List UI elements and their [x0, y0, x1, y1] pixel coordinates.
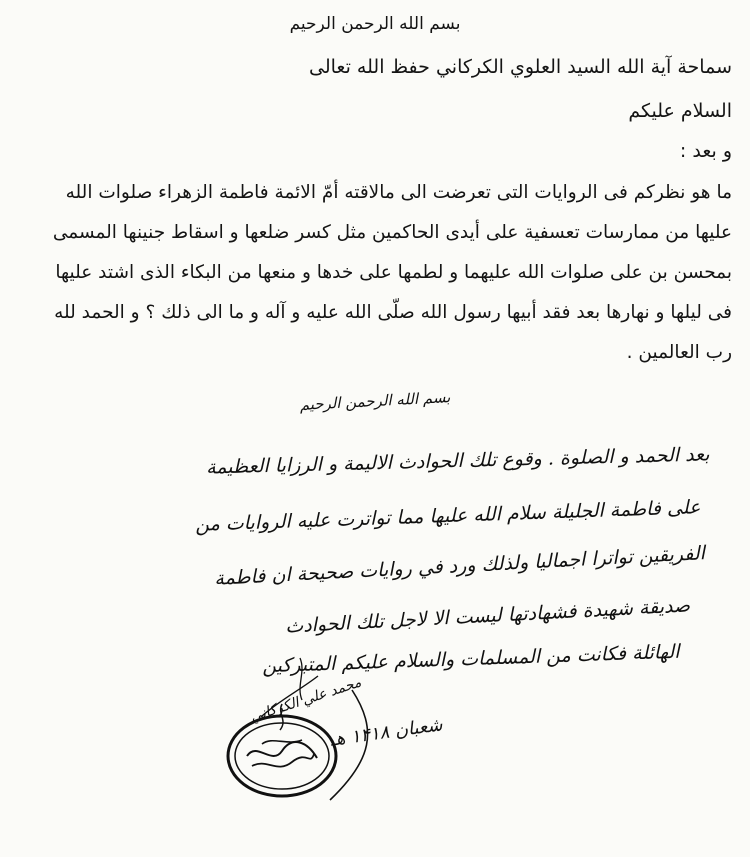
addressee-line: سماحة آية الله السيد العلوي الكركاني حفظ الله تعالى	[309, 56, 732, 78]
handwritten-basmala: بسم الله الرحمن الرحيم	[299, 388, 451, 414]
answer-line-1: بعد الحمد و الصلوة . وقوع تلك الحوادث الاليمة و الرزايا العظيمة	[206, 443, 711, 479]
question-line-4: فى ليلها و نهارها بعد فقد أبيها رسول الله صلّى الله عليه و آله و ما الى ذلك ؟ و الحمد لله	[54, 302, 732, 323]
question-line-1: ما هو نظركم فى الروايات التى تعرضت الى مالاقته أمّ الائمة فاطمة الزهراء صلوات الله	[65, 182, 732, 203]
question-line-2: عليها من ممارسات تعسفية على أيدى الحاكمين مثل كسر ضلعها و اسقاط جنينها المسمى	[52, 222, 732, 243]
then-line: و بعد :	[679, 140, 732, 162]
answer-line-5: الهائلة فكانت من المسلمات والسلام عليكم المتبركين	[262, 640, 681, 678]
handwritten-date: شعبان ۱۴۱۸ هـ	[329, 714, 444, 751]
answer-line-2: على فاطمة الجليلة سلام الله عليها مما تواترت عليه الروايات من	[194, 496, 701, 536]
question-line-5: رب العالمين .	[626, 342, 732, 363]
answer-line-4: صديقة شهيدة فشهادتها ليست الا لاجل تلك الحوادث	[284, 594, 691, 638]
question-line-3: بمحسن بن على صلوات الله عليهما و لطمها على خدها و منعها من البكاء الذى اشتد عليها	[55, 262, 732, 283]
handwritten-signature: محمد علي الكركاني	[248, 674, 364, 726]
seal-stamp	[222, 696, 342, 806]
answer-line-3: الفريقين تواترا اجماليا ولذلك ورد في روايات صحيحة ان فاطمة	[213, 542, 706, 590]
greeting-line: السلام عليكم	[628, 100, 732, 122]
typed-basmala: بسم الله الرحمن الرحيم	[289, 14, 461, 34]
